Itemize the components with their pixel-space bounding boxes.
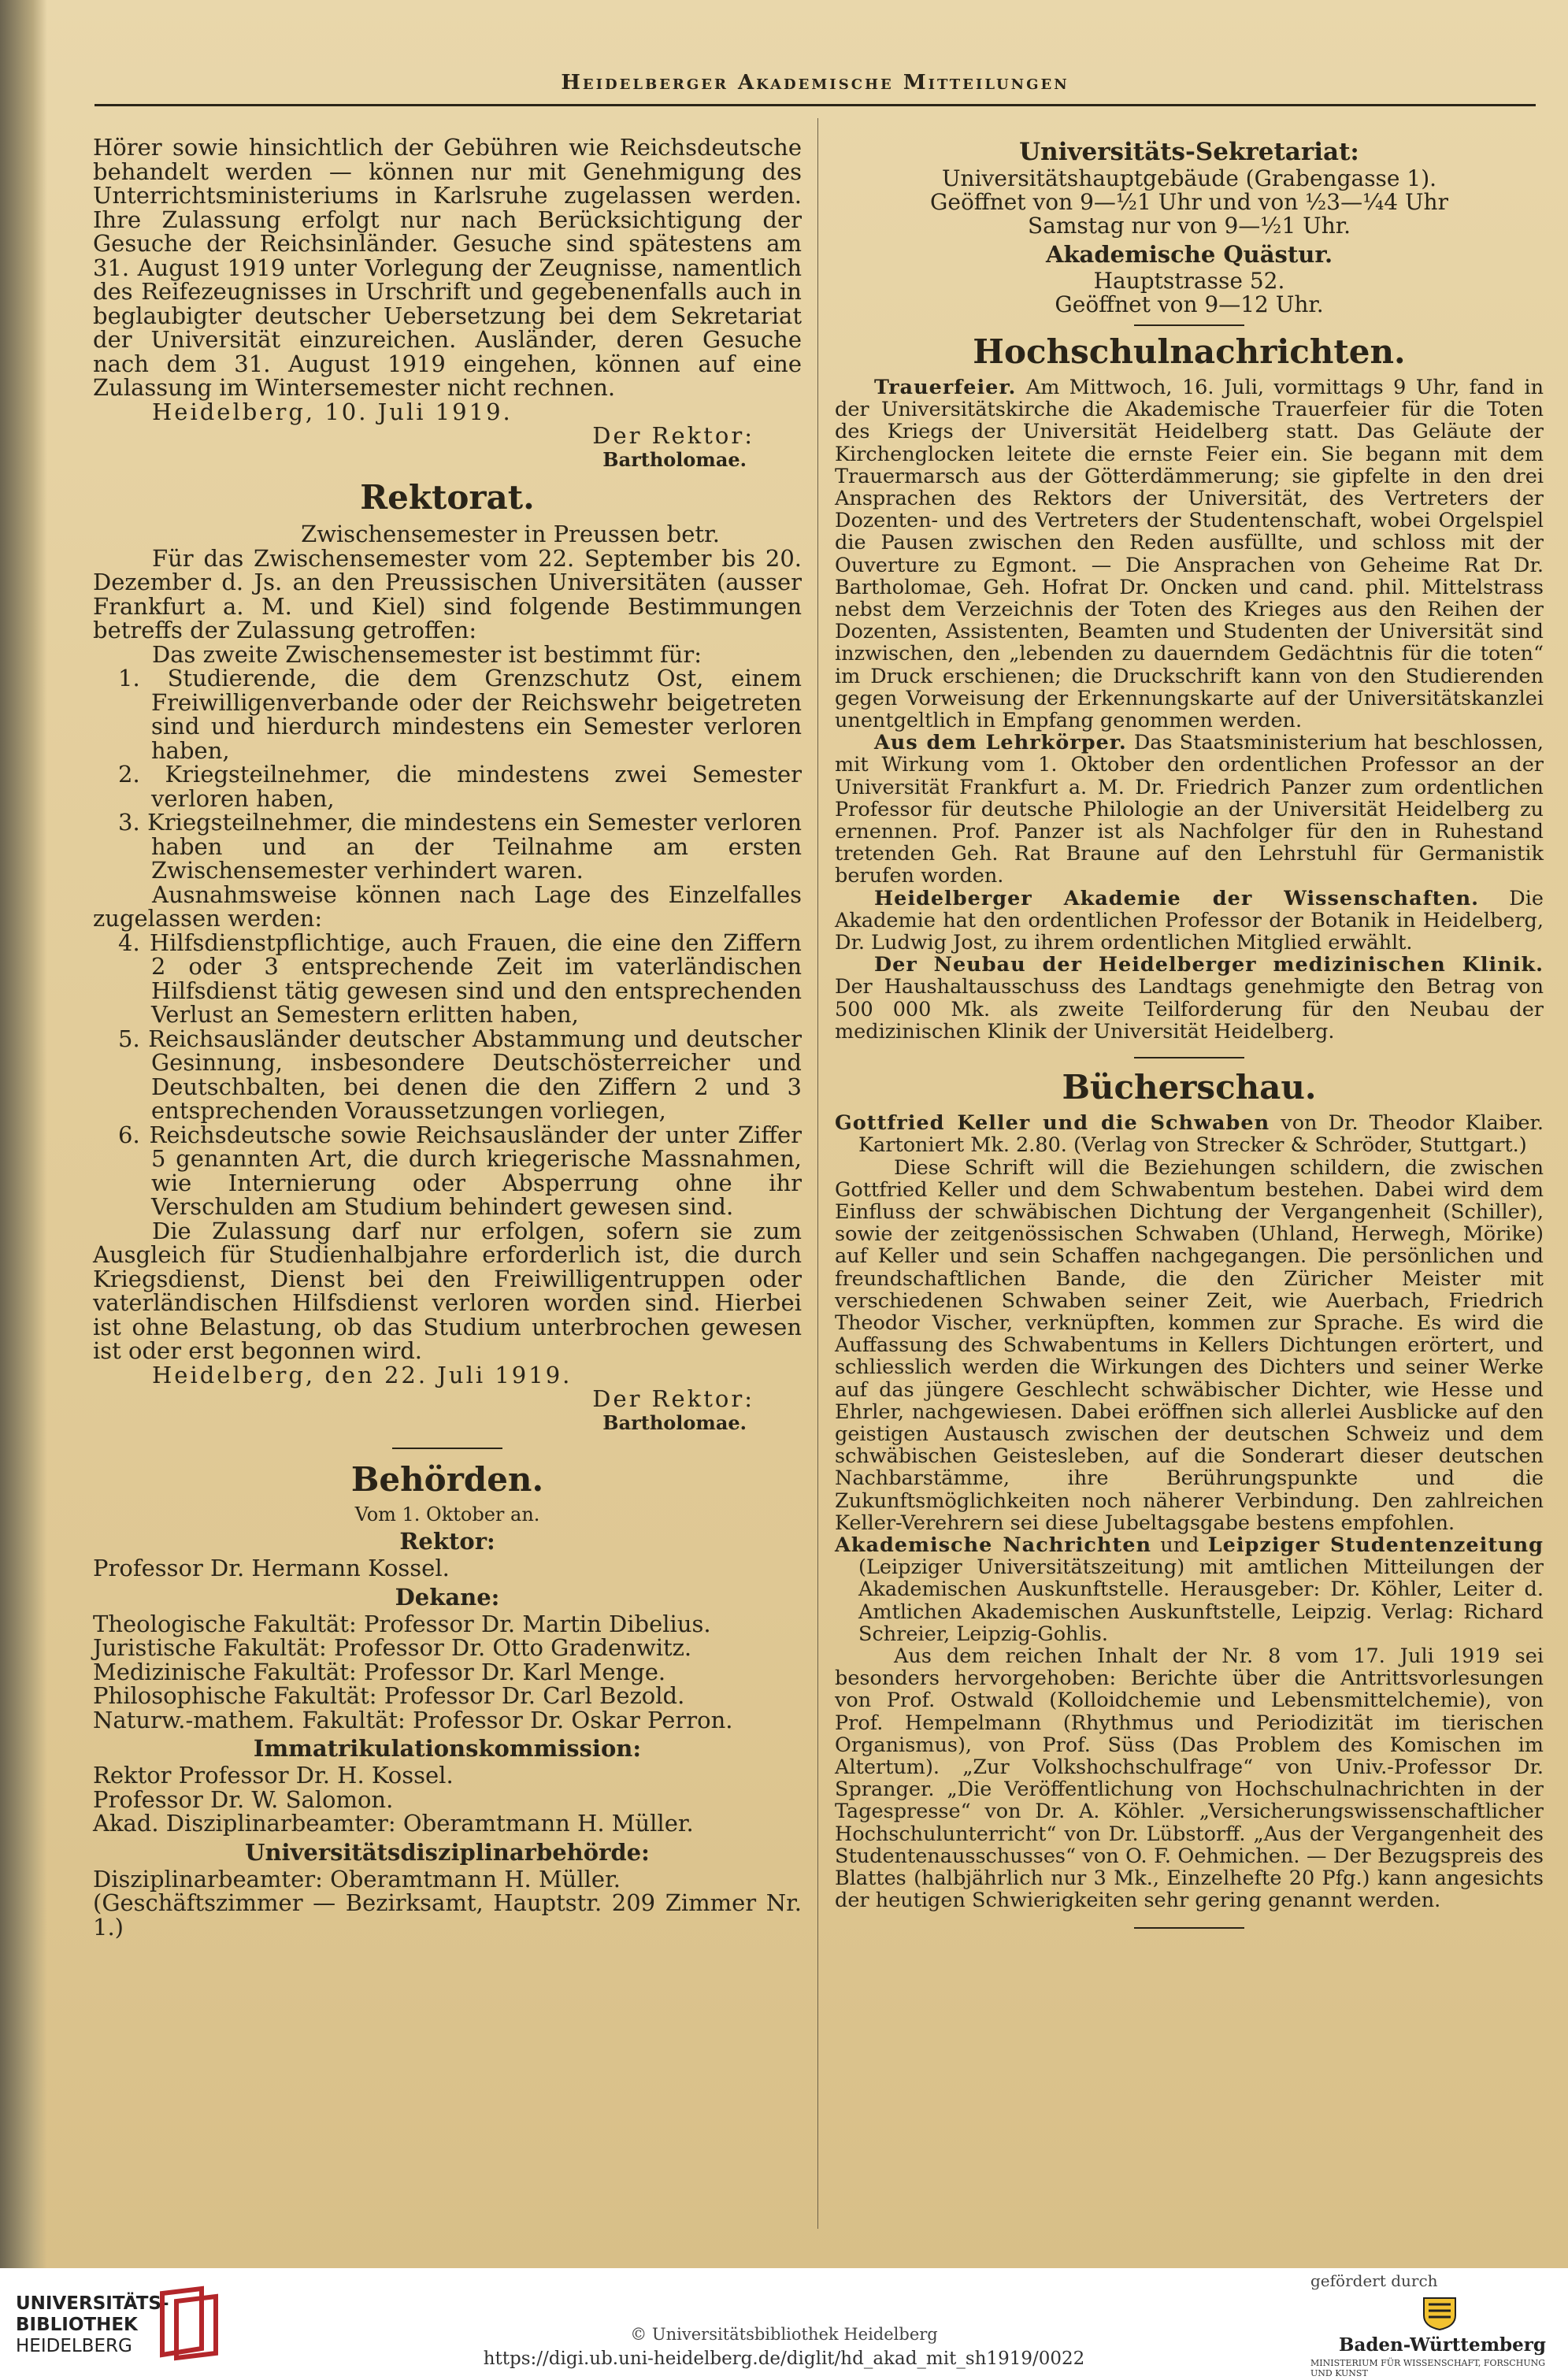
intro-paragraph: Hörer sowie hinsichtlich der Gebühren wie Reichsdeutsche behandelt werden — können nur mit Genehmigung des Unterrichtsministeriums in Karlsruhe zugelassen werden. Ihre Zulassung erfolgt nur nach Berücksichtigung der Gesuche der Reichsinländer. Gesuche sind spätestens am 31. August 1919 unter Vorlegung der Zeugnisse, namentlich des Reifezeugnisses in Urschrift und gegebenenfalls auch in beglaubigter deutscher Uebersetzung bei dem Sekretariat der Universität einzureichen. Ausländer, deren Gesuche nach dem 31. August 1919 eingehen, können auf eine Zulassung im Wintersemester nicht rechnen.: [93, 134, 802, 401]
paragraph: Die Zulassung darf nur erfolgen, sofern sie zum Ausgleich für Studienhalbjahre erforderlich ist, die durch Kriegsdienst, Dienst bei den Freiwilligentruppen oder vaterländischen Hilfsdienst verloren worden sind. Hierbei ist ohne Belastung, ob das Studium unterbrochen gewesen ist oder erst begonnen wird.: [93, 1217, 802, 1364]
entry-line: Professor Dr. Hermann Kossel.: [93, 1555, 450, 1581]
entry-line: Philosophische Fakultät: Professor Dr. Carl Bezold.: [93, 1682, 685, 1709]
library-name-line: BIBLIOTHEK: [16, 2315, 138, 2335]
section-heading-behoerden: Behörden.: [350, 1460, 544, 1499]
info-line: Universitätshauptgebäude (Grabengasse 1).: [941, 165, 1437, 191]
entry-line: Professor Dr. W. Salomon.: [93, 1785, 394, 1813]
book-title: Akademische Nachrichten: [835, 1533, 1151, 1557]
section-heading-hochschulnachrichten: Hochschulnachrichten.: [973, 332, 1406, 371]
coat-of-arms-icon: [1418, 2293, 1462, 2331]
header-rule: [95, 104, 1536, 106]
place-date: Heidelberg, 10. Juli 1919.: [152, 398, 513, 425]
list-item: 3. Kriegsteilnehmer, die mindestens ein Semester verloren haben und an der Teilnahme am ersten Zwischensemester verhindert waren.: [118, 809, 802, 884]
list-item: 2. Kriegsteilnehmer, die mindestens zwei Semester verloren haben,: [118, 761, 802, 812]
rektor-name: Bartholomae.: [602, 1411, 747, 1434]
page-edge-shadow: [0, 0, 47, 2268]
section-divider: [1134, 1927, 1244, 1929]
column-divider: [817, 118, 818, 2229]
entry-line: Naturw.-mathem. Fakultät: Professor Dr. Oskar Perron.: [93, 1706, 733, 1733]
state-name: Baden-Württemberg: [1339, 2334, 1546, 2356]
section-divider: [1134, 324, 1244, 326]
library-name-line: HEIDELBERG: [16, 2336, 132, 2356]
info-line: Hauptstrasse 52.: [1093, 268, 1285, 294]
list-item: 4. Hilfsdienstpflichtige, auch Frauen, die eine den Ziffern 2 oder 3 entsprechende Zeit im vaterländischen Hilfsdienst tätig gewesen sind und den entsprechenden Verlust an Semestern erlitten haben,: [118, 929, 802, 1028]
left-column: [93, 135, 802, 1939]
news-text: Der Haushaltausschuss des Landtags genehmigte den Betrag von 500 000 Mk. als zweite Teilforderung für den Neubau der medizinischen Klinik der Universität Heidelberg.: [835, 975, 1544, 1044]
info-line: Samstag nur von 9—½1 Uhr.: [1027, 213, 1351, 239]
paragraph: Das zweite Zwischensemester ist bestimmt für:: [152, 640, 702, 668]
section-divider: [392, 1448, 502, 1449]
news-text: Die Akademie hat den ordentlichen Professor der Botanik in Heidelberg, Dr. Ludwig Jost, zu ihrem ordentlichen Mitglied erwählt.: [835, 886, 1544, 955]
ministry-name: MINISTERIUM FÜR WISSENSCHAFT, FORSCHUNG UND KUNST: [1310, 2358, 1545, 2378]
news-title: Aus dem Lehrkörper.: [874, 731, 1127, 755]
running-head: Heidelberger Akademische Mitteilungen: [561, 71, 1069, 95]
list-item: 5. Reichsausländer deutscher Abstammung und deutscher Gesinnung, insbesondere Deutschösterreicher und Deutschbalten, bei denen die den Ziffern 2 und 3 entsprechenden Voraussetzungen vorliegen,: [118, 1025, 802, 1124]
book-bibliography: von Dr. Theodor Klaiber. Kartoniert Mk. 2.80. (Verlag von Strecker & Schröder, Stuttgart.): [858, 1111, 1544, 1158]
entry-line: Rektor Professor Dr. H. Kossel.: [93, 1762, 454, 1789]
connector-word: und: [1160, 1533, 1199, 1557]
entry-line: Akad. Disziplinarbeamter: Oberamtmann H. Müller.: [93, 1810, 694, 1837]
book-review: Aus dem reichen Inhalt der Nr. 8 vom 17. Juli 1919 sei besonders hervorgehoben: Berichte über die Antrittsvorlesungen von Prof. Ostwald (Kolloidchemie und Lebensmittelchemie), von Prof. Hempelmann (Rhythmus und Periodizität im tierischen Organismus), von Prof. Süss (Das Problem des Komischen im Altertum). „Zur Volkshochschulfrage“ von Univ.-Professor Dr. Spranger. „Die Veröffentlichung von Hochschulnachrichten in der Tagespresse“ von Dr. A. Köhler. „Versicherungswissenschaftlicher Hochschulunterricht“ von Dr. Lübstorff. „Aus der Vergangenheit des Studentenausschusses“ von O. F. Oehmichen. — Der Bezugspreis des Blattes (halbjährlich nur 3 Mk., Einzelhefte 20 Pfg.) kann angesichts der heutigen Schwierigkeiten sehr gering genannt werden.: [835, 1644, 1544, 1913]
news-title: Trauerfeier.: [874, 376, 1017, 399]
section-subtitle: Vom 1. Oktober an.: [354, 1503, 540, 1525]
copyright-notice: © Universitätsbibliothek Heidelberg: [630, 2325, 938, 2344]
section-heading-buecherschau: Bücherschau.: [1062, 1068, 1317, 1107]
paragraph: Für das Zwischensemester vom 22. September bis 20. Dezember d. Js. an den Preussischen Universitäten (ausser Frankfurt a. M. und Kiel) sind folgende Bestimmungen betreffs der Zulassung getroffen:: [93, 544, 802, 643]
entry-line: Medizinische Fakultät: Professor Dr. Karl Menge.: [93, 1658, 666, 1685]
library-name-line: UNIVERSITÄTS-: [16, 2293, 169, 2314]
permalink-url[interactable]: https://digi.ub.uni-heidelberg.de/diglit/hd_akad_mit_sh1919/0022: [483, 2348, 1085, 2369]
news-title: Der Neubau der Heidelberger medizinischen Klinik.: [874, 953, 1544, 977]
book-bibliography: (Leipziger Universitätszeitung) mit amtlichen Mitteilungen der Akademischen Auskunftstelle. Herausgeber: Dr. Köhler, Leiter d. Amtlichen Akademischen Auskunftstelle, Leipzig. Verlag: Richard Schreier, Leipzig-Gohlis.: [858, 1555, 1544, 1646]
news-title: Heidelberger Akademie der Wissenschaften.: [874, 886, 1479, 910]
subheading: Dekane:: [395, 1583, 500, 1611]
subheading: Universitäts-Sekretariat:: [1019, 138, 1359, 166]
subheading: Universitätsdisziplinarbehörde:: [245, 1838, 650, 1866]
rektor-name: Bartholomae.: [602, 447, 747, 471]
section-subtitle: Zwischensemester in Preussen betr.: [301, 521, 720, 547]
info-line: Geöffnet von 9—12 Uhr.: [1055, 291, 1324, 317]
funding-label: gefördert durch: [1310, 2271, 1438, 2290]
news-text: Das Staatsministerium hat beschlossen, mit Wirkung vom 1. Oktober den ordentlichen Professor an der Universität Frankfurt a. M. Dr. Friedrich Panzer zum ordentlichen Professor für deutsche Philologie an der Universität Heidelberg zu ernennen. Prof. Panzer ist als Nachfolger für den in Ruhestand tretenden Geh. Rat Braune auf den Lehrstuhl für Germanistik berufen worden.: [835, 731, 1544, 888]
section-divider: [1134, 1057, 1244, 1058]
list-item: 1. Studierende, die dem Grenzschutz Ost, einem Freiwilligenverbande oder der Reichswehr beigetreten sind und hierdurch mindestens ein Semester verloren haben,: [118, 665, 802, 764]
list-item: 6. Reichsdeutsche sowie Reichsausländer der unter Ziffer 5 genannten Art, die durch kriegerische Massnahmen, wie Internierung oder Absperrung ohne ihr Verschulden am Studium behindert gewesen sind.: [118, 1121, 802, 1220]
entry-line: Juristische Fakultät: Professor Dr. Otto Gradenwitz.: [93, 1634, 692, 1661]
news-text: Am Mittwoch, 16. Juli, vormittags 9 Uhr, fand in der Universitätskirche die Akademische Trauerfeier für die Toten des Kriegs der Universität Heidelberg statt. Das Geläute der Kirchenglocken leitete die ernste Feier ein. Sie begann mit dem Trauermarsch aus der Götterdämmerung; sie gipfelte in den drei Ansprachen des Rektors der Universität, des Vertreters der Dozenten- und des Vertreters der Studentenschaft, wobei Orgelspiel die Pausen zwischen den Reden ausfüllte, und schloss mit der Ouverture zu Egmont. — Die Ansprachen von Geheime Rat Dr. Bartholomae, Geh. Hofrat Dr. Oncken und cand. phil. Mittelstrass nebst dem Verzeichnis der Toten des Krieges aus den Reihen der Dozenten, Assistenten, Beamten und Studenten der Universität sind inzwischen, den „lebenden zu dauerndem Gedächtnis für die toten“ im Druck erschienen; die Druckschrift kann von den Studierenden gegen Vorweisung der Erkennungskarte auf der Universitätskanzlei unentgeltlich in Empfang genommen werden.: [835, 376, 1544, 733]
right-column: [835, 135, 1544, 1929]
subheading: Rektor:: [399, 1528, 495, 1555]
entry-line: Disziplinarbeamter: Oberamtmann H. Müller.: [93, 1865, 621, 1893]
rektor-sign-label: Der Rektor:: [592, 422, 754, 449]
paragraph: Ausnahmsweise können nach Lage des Einzelfalles zugelassen werden:: [93, 880, 802, 932]
place-date: Heidelberg, den 22. Juli 1919.: [152, 1361, 573, 1388]
rektor-sign-label: Der Rektor:: [592, 1385, 754, 1412]
info-line: Geöffnet von 9—½1 Uhr und von ½3—¼4 Uhr: [930, 189, 1448, 215]
book-review: Diese Schrift will die Beziehungen schildern, die zwischen Gottfried Keller und dem Schwabentum bestehen. Dabei wird dem Einfluss der schwäbischen Dichtung der Vergangenheit (Schiller), sowie der zeitgenössischen Schwaben (Uhland, Herwegh, Mörike) auf Keller und sein Schaffen nachgegangen. Die persönlichen und freundschaftlichen Bande, die den Züricher Meister mit verschiedenen Schwaben seiner Zeit, wie Auerbach, Friedrich Theodor Vischer, verknüpften, kommen zur Sprache. Es wird die Auffassung des Schwabentums in Kellers Dichtungen erörtert, und schliesslich werden die Wirkungen des Dichters und seiner Werke auf das jüngere Geschlecht schwäbischer Dichter, wie Hesse und Ehrler, nachgewiesen. Dabei eröffnen sich allerlei Ausblicke auf den geistigen Austausch zwischen der deutschen Schweiz und dem schwäbischen Geistesleben, auf die Sonderart dieser deutschen Nachbarstämme, ihre Berührungspunkte und die Zukunftsmöglichkeiten noch näherer Verbindung. Den zahlreichen Keller-Verehrern sei diese Jubeltagsgabe bestens empfohlen.: [835, 1155, 1544, 1535]
book-title: Leipziger Studentenzeitung: [1207, 1533, 1544, 1557]
book-title: Gottfried Keller und die Schwaben: [835, 1111, 1270, 1136]
entry-line: (Geschäftszimmer — Bezirksamt, Hauptstr. 209 Zimmer Nr. 1.): [93, 1889, 802, 1941]
section-heading-rektorat: Rektorat.: [360, 478, 535, 517]
entry-line: Theologische Fakultät: Professor Dr. Martin Dibelius.: [93, 1610, 711, 1637]
subheading: Akademische Quästur.: [1045, 241, 1333, 268]
subheading: Immatrikulationskommission:: [253, 1735, 642, 1762]
